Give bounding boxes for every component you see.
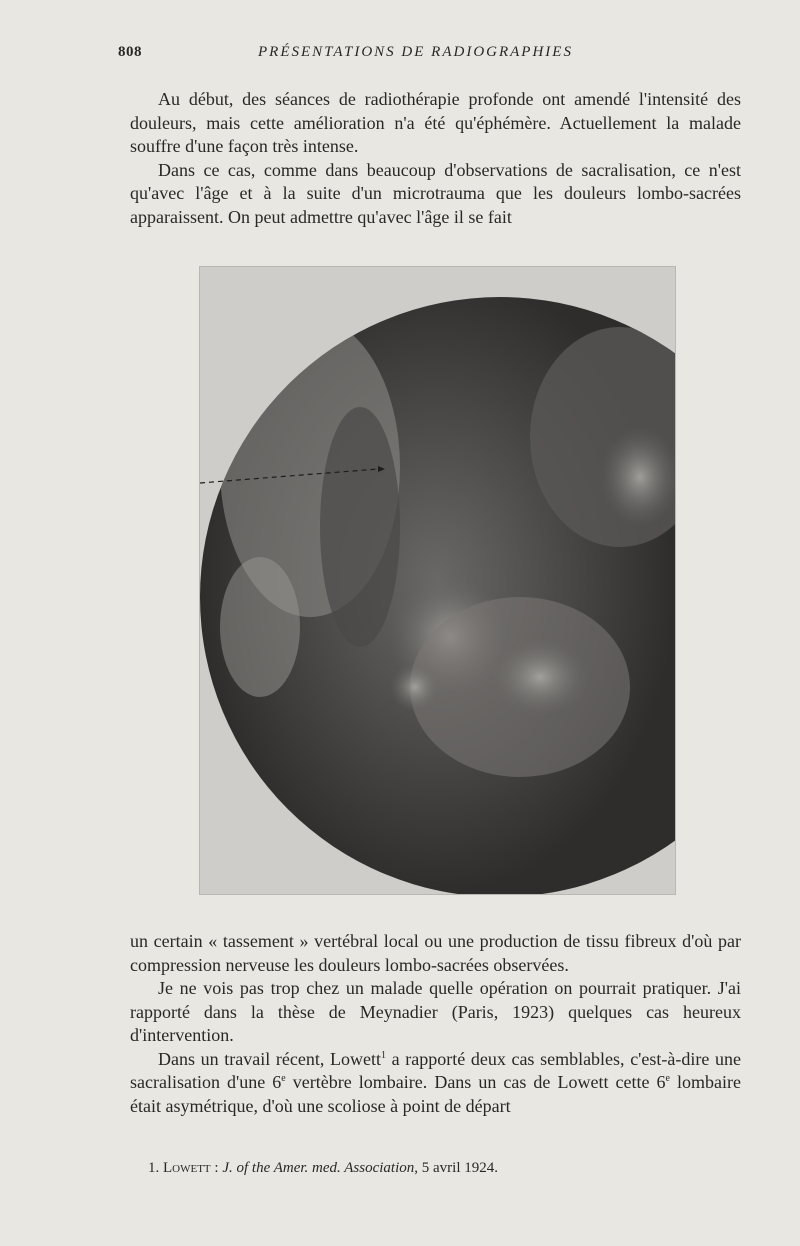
ordinal-suffix: e [281, 1073, 286, 1084]
footnote-date: , 5 avril 1924. [414, 1160, 499, 1176]
footnote-separator: : [210, 1160, 223, 1176]
paragraph: un certain « tassement » vertébral local ou une production de tissu fibreux d'où par compression nerveuse les douleurs lombo-sacrées observées. [130, 931, 741, 975]
radiograph-figure [199, 266, 676, 895]
footnote-author: Lowett [163, 1160, 211, 1176]
text-span: lombaire était asymétrique, d'où une scoliose à point de départ [130, 1072, 741, 1116]
running-head: PRÉSENTATIONS DE RADIOGRAPHIES [258, 44, 573, 60]
footnote-journal: J. of the Amer. med. Association [222, 1160, 415, 1176]
footnote-marker: 1 [380, 1049, 386, 1061]
text-span: Dans un travail récent, Lowett [158, 1048, 381, 1069]
paragraph: Je ne vois pas trop chez un malade quelle opération on pourrait pratiquer. J'ai rapporté dans la thèse de Meynadier (Paris, 1923) quelques cas heureux d'intervention. [130, 978, 741, 1045]
footnote [148, 1160, 748, 1177]
paragraph: Au début, des séances de radiothérapie profonde ont amendé l'intensité des douleurs, mais cette amélioration n'a été qu'éphémère. Actuellement la malade souffre d'une façon très intense. [130, 89, 741, 156]
paragraph: Dans ce cas, comme dans beaucoup d'observations de sacralisation, ce n'est qu'avec l'âge et à la suite d'un microtrauma que les douleurs lombo-sacrées apparaissent. On peut admettre qu'avec l'âge il se fait [130, 159, 741, 227]
page-number: 808 [118, 44, 142, 60]
text-span: vertèbre lombaire. Dans un cas de Lowett cette 6 [285, 1072, 666, 1092]
footnote-number: 1. [148, 1160, 160, 1176]
ordinal-suffix: e [665, 1073, 670, 1084]
bottom-text-block [130, 930, 741, 1118]
top-text-block [130, 88, 741, 229]
text-span: a rapporté deux cas semblables, c'est-à-dire une sacralisation d'une 6 [130, 1048, 742, 1092]
page-header [118, 44, 740, 68]
radiograph-image [200, 267, 675, 894]
paragraph [130, 1048, 741, 1119]
